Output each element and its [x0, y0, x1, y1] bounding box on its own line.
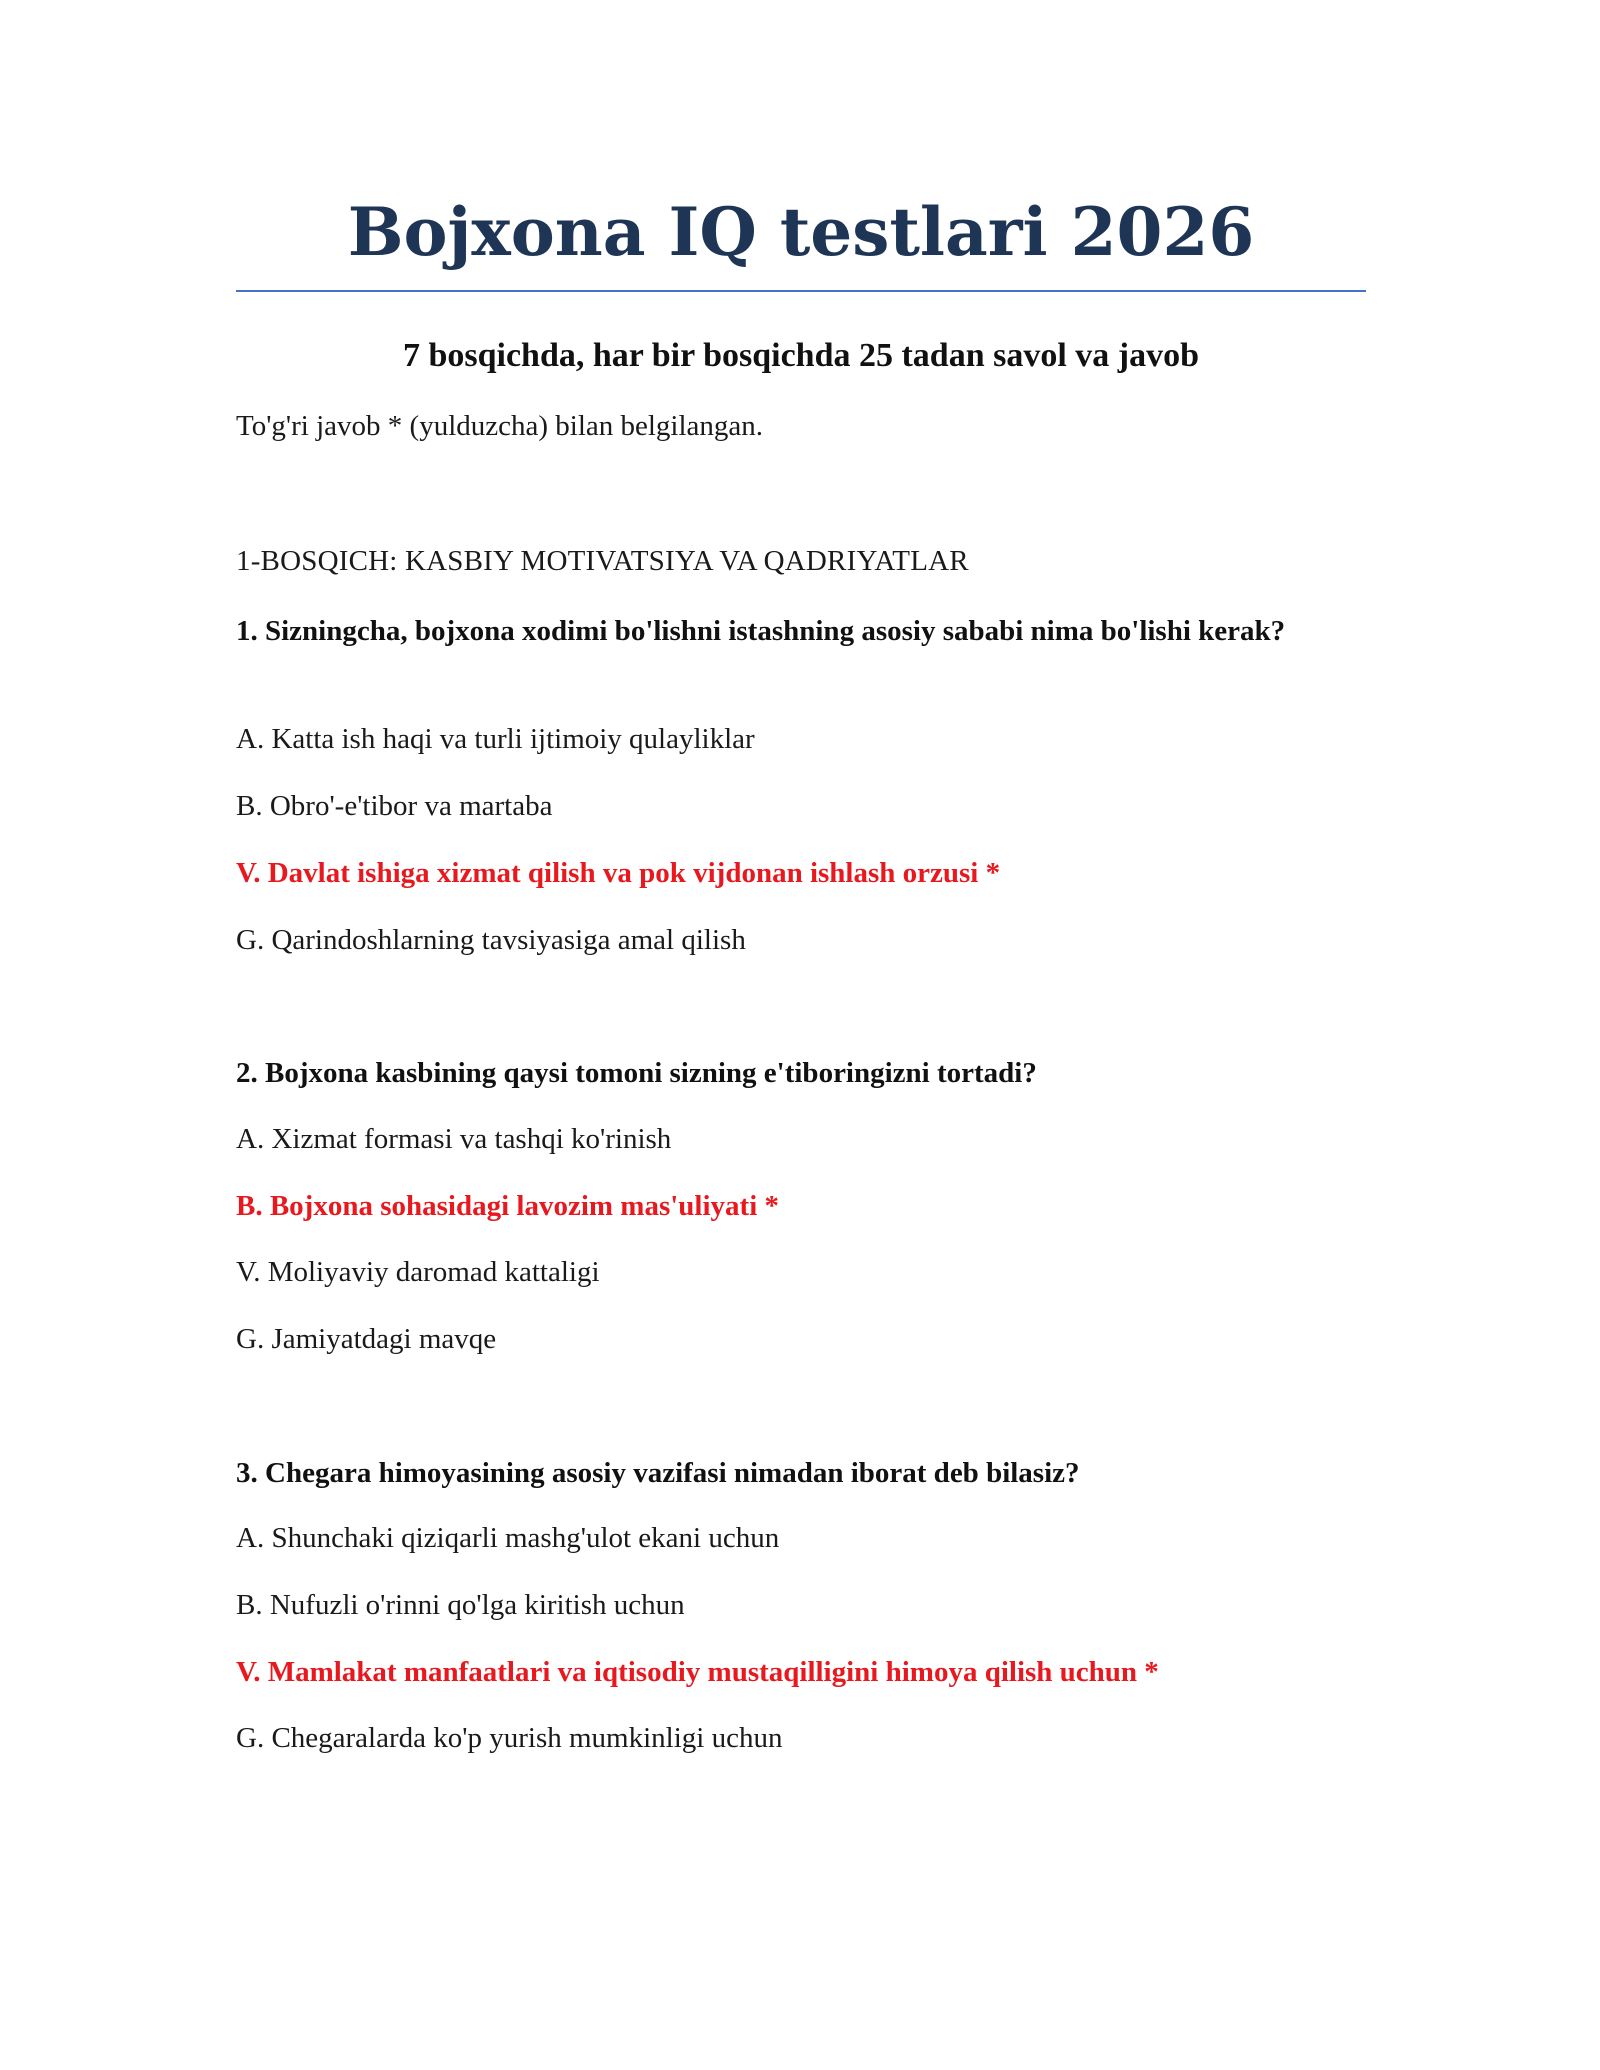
stage-heading: 1-BOSQICH: KASBIY MOTIVATSIYA VA QADRIYATLAR	[236, 545, 969, 577]
title-underline-rule	[236, 290, 1366, 292]
question-3-option-b: B. Nufuzli o'rinni qo'lga kiritish uchun	[236, 1589, 685, 1621]
question-2: 2. Bojxona kasbining qaysi tomoni sizning e'tiboringizni tortadi?	[236, 1057, 1037, 1089]
question-3-option-v-correct: V. Mamlakat manfaatlari va iqtisodiy mustaqilligini himoya qilish uchun *	[236, 1656, 1159, 1688]
question-2-option-b-correct: B. Bojxona sohasidagi lavozim mas'uliyati *	[236, 1190, 780, 1222]
answer-key-note: To'g'ri javob * (yulduzcha) bilan belgilangan.	[236, 410, 764, 442]
question-1-option-v-correct: V. Davlat ishiga xizmat qilish va pok vijdonan ishlash orzusi *	[236, 857, 1001, 889]
question-3: 3. Chegara himoyasining asosiy vazifasi nimadan iborat deb bilasiz?	[236, 1457, 1080, 1489]
question-1-option-g: G. Qarindoshlarning tavsiyasiga amal qilish	[236, 924, 746, 956]
question-3-option-g: G. Chegaralarda ko'p yurish mumkinligi uchun	[236, 1722, 783, 1754]
document-subtitle: 7 bosqichda, har bir bosqichda 25 tadan savol va javob	[402, 337, 1200, 374]
question-2-option-a: A. Xizmat formasi va tashqi ko'rinish	[236, 1123, 672, 1155]
question-1-option-b: B. Obro'-e'tibor va martaba	[236, 790, 553, 822]
question-1: 1. Sizningcha, bojxona xodimi bo'lishni istashning asosiy sababi nima bo'lishi kerak?	[236, 615, 1286, 647]
question-1-option-a: A. Katta ish haqi va turli ijtimoiy qulayliklar	[236, 723, 755, 755]
question-2-option-v: V. Moliyaviy daromad kattaligi	[236, 1256, 600, 1288]
question-2-option-g: G. Jamiyatdagi mavqe	[236, 1323, 497, 1355]
document-title: Bojxona IQ testlari 2026	[347, 193, 1255, 271]
question-3-option-a: A. Shunchaki qiziqarli mashg'ulot ekani uchun	[236, 1522, 780, 1554]
